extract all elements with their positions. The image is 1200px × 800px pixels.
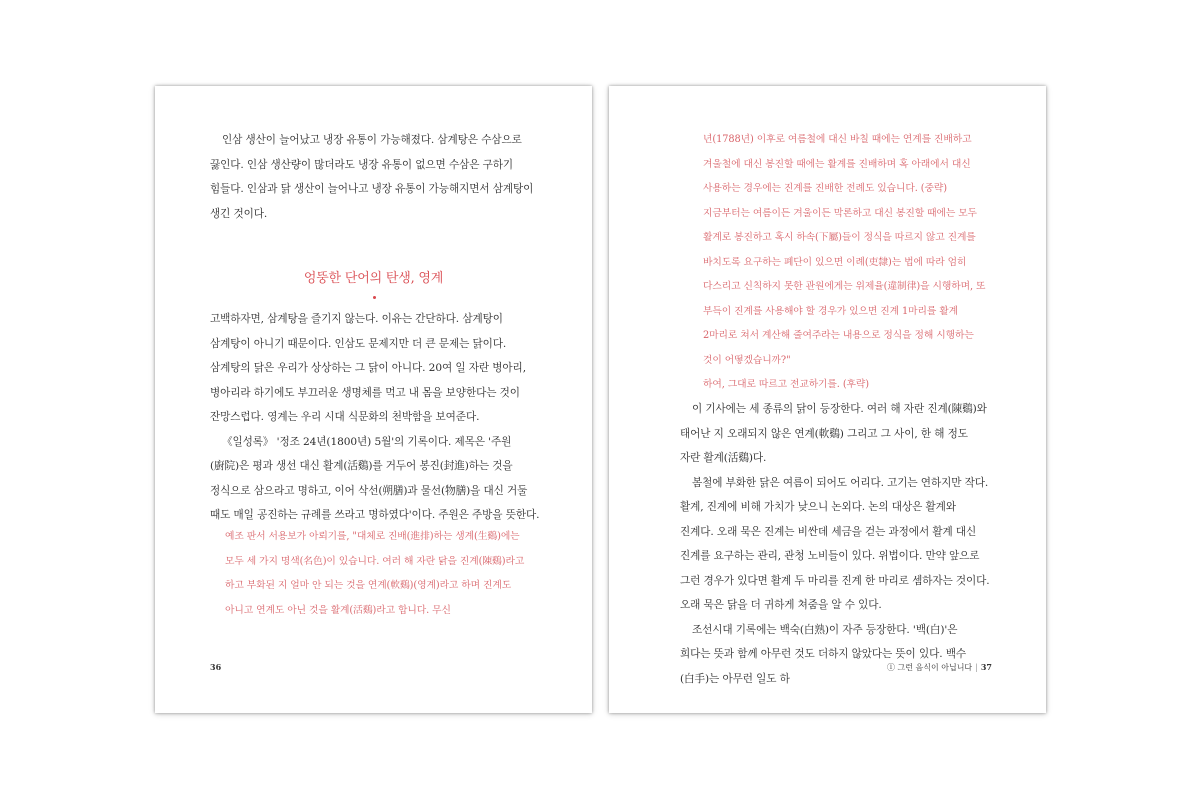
running-head: ① 그런 음식이 아닙니다 bbox=[886, 663, 973, 672]
left-paragraph-3: 《일성록》 '정조 24년(1800년) 5월'의 기록이다. 제목은 '주원(廚院)은 평과 생선 대신 활계(活鷄)를 거두어 봉진(封進)하는 것을 정식으로 삼으라고 명하고, 이어 삭선(朔膳)과 물선(物膳)을 대신 거둘 때도 매일 공진하는 규례를 쓰라고 명하였다'이다. 주원은 주방을 뜻한다. bbox=[210, 435, 540, 521]
left-body-main bbox=[210, 307, 540, 528]
section-dot bbox=[373, 296, 376, 299]
right-paragraph-2: 봄철에 부화한 닭은 여름이 되어도 어리다. 고기는 연하지만 작다. 활계, 진계에 비해 가치가 낮으니 논외다. 논의 대상은 활계와 진계다. 오래 묵은 진계는 비싼데 세금을 걷는 과정에서 활계 대신 진계를 요구하는 관리, 관청 노비들이 있다. 위법이다. 만약 앞으로 그런 경우가 있다면 활계 두 마리를 진계 한 마리로 셈하자는 것이다. 오래 묵은 닭을 더 귀하게 쳐줌을 알 수 있다. bbox=[680, 476, 990, 611]
left-page bbox=[155, 86, 592, 713]
left-paragraph-2: 고백하자면, 삼계탕을 즐기지 않는다. 이유는 간단하다. 삼계탕이 삼계탕이 아니기 때문이다. 인삼도 문제지만 더 큰 문제는 닭이다. 삼계탕의 닭은 우리가 상상하는 그 닭이 아니다. 20여 일 자란 병아리, 병아리라 하기에도 부끄러운 생명체를 먹고 내 몸을 보양한다는 것이 잔망스럽다. 영계는 우리 시대 식문화의 천박함을 보여준다. bbox=[210, 313, 526, 423]
right-quote-text: 년(1788년) 이후로 여름철에 대신 바칠 때에는 연계를 진배하고 겨울철에 대신 봉진할 때에는 활계를 진배하며 혹 아래에서 대신 사용하는 경우에는 진계를 진배한 전례도 있습니다. (중략) 지금부터는 여름이든 겨울이든 막론하고 대신 봉진할 때에는 모두 활계로 봉진하고 혹시 하속(下屬)들이 정식을 따르지 않고 진계를 바치도록 요구하는 폐단이 있으면 이례(吏隸)는 법에 따라 엄히 다스리고 신칙하지 못한 관원에게는 위제율(違制律)을 시행하며, 또 부득이 진계를 사용해야 할 경우가 있으면 진계 1마리를 활계 2마리로 쳐서 계산해 줄여주라는 내용으로 정식을 정해 시행하는 것이 어떻겠습니까?" bbox=[703, 134, 986, 366]
running-footer bbox=[887, 662, 992, 673]
left-paragraph-1: 인삼 생산이 늘어났고 냉장 유통이 가능해졌다. 삼계탕은 수삼으로 끓인다. 인삼 생산량이 많더라도 냉장 유통이 없으면 수삼은 구하기 힘들다. 인삼과 닭 생산이 늘어나고 냉장 유통이 가능해지면서 삼계탕이 생긴 것이다. bbox=[210, 134, 534, 220]
right-quote-block bbox=[703, 128, 988, 398]
left-body-top bbox=[210, 128, 540, 226]
right-body bbox=[680, 397, 991, 691]
right-quote-end: 하여, 그대로 따르고 전교하기를. (후략) bbox=[703, 379, 869, 390]
page-number-right: 37 bbox=[980, 662, 992, 672]
right-paragraph-3: 조선시대 기록에는 백숙(白熟)이 자주 등장한다. '백(白)'은 희다는 뜻과 함께 아무런 것도 더하지 않았다는 뜻이 있다. 백수(白手)는 아무런 일도 하 bbox=[680, 623, 967, 685]
right-paragraph-1: 이 기사에는 세 종류의 닭이 등장한다. 여러 해 자란 진계(陳鷄)와 태어난 지 오래되지 않은 연계(軟鷄) 그리고 그 사이, 한 해 정도 자란 활계(活鷄)다. bbox=[680, 403, 987, 464]
right-page bbox=[609, 86, 1046, 713]
left-quote-text: 예조 판서 서용보가 아뢰기를, "대체로 진배(進排)하는 생계(生鷄)에는 모두 세 가지 명색(名色)이 있습니다. 여러 해 자란 닭을 진계(陳鷄)라고 하고 부화된 지 얼마 안 되는 것을 연계(軟鷄)(영계)라고 하며 진계도 아니고 연계도 아닌 것을 활계(活鷄)라고 합니다. 무신 bbox=[225, 531, 525, 616]
folio-separator: | bbox=[975, 663, 978, 672]
section-title: 엉뚱한 단어의 탄생, 영계 bbox=[303, 271, 444, 286]
page-number-left: 36 bbox=[210, 662, 222, 672]
left-quote-block bbox=[225, 525, 537, 623]
